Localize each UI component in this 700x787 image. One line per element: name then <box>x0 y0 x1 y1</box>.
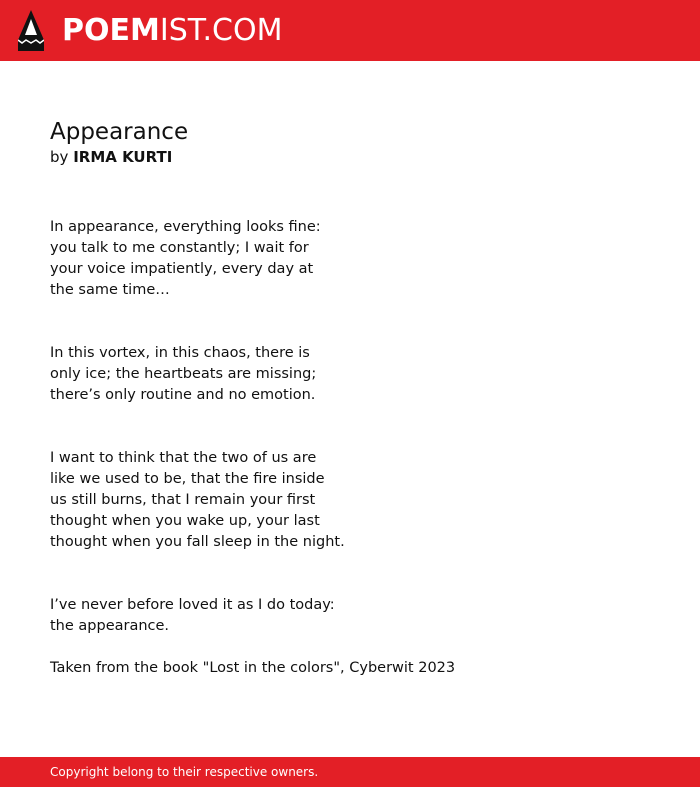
poem-line: thought when you fall sleep in the night. <box>50 534 345 550</box>
poem-line: your voice impatiently, every day at <box>50 261 314 277</box>
poem-line: thought when you wake up, your last <box>50 513 320 529</box>
poem-line: only ice; the heartbeats are missing; <box>50 366 317 382</box>
by-label: by <box>50 148 69 166</box>
poem-line: I’ve never before loved it as I do today: <box>50 597 335 613</box>
poem-line: the appearance. <box>50 618 170 634</box>
stanza <box>50 448 650 553</box>
source-note: Taken from the book "Lost in the colors", Cyberwit 2023 <box>50 660 456 676</box>
poem-line: there’s only routine and no emotion. <box>50 387 316 403</box>
copyright-text: Copyright belong to their respective owners. <box>50 765 319 779</box>
site-header <box>0 0 700 61</box>
stanza <box>50 343 650 406</box>
byline <box>50 147 650 167</box>
pencil-tip-icon[interactable] <box>18 10 44 51</box>
poem-title: Appearance <box>50 119 189 145</box>
poem-line: like we used to be, that the fire inside <box>50 471 325 487</box>
logo-light-text: IST.COM <box>159 13 283 48</box>
poem-line: you talk to me constantly; I wait for <box>50 240 309 256</box>
poem-body <box>50 217 650 679</box>
poem-line: In this vortex, in this chaos, there is <box>50 345 310 361</box>
stanza <box>50 217 650 301</box>
poem-line: the same time… <box>50 282 170 298</box>
poem-line: I want to think that the two of us are <box>50 450 317 466</box>
stanza <box>50 595 650 637</box>
site-logo[interactable] <box>62 13 282 49</box>
poem-content <box>50 117 650 679</box>
poem-line: us still burns, that I remain your first <box>50 492 316 508</box>
poem-line: In appearance, everything looks fine: <box>50 219 321 235</box>
site-footer <box>0 757 700 787</box>
logo-bold-text: POEM <box>62 13 160 48</box>
author-name: IRMA KURTI <box>73 148 173 166</box>
